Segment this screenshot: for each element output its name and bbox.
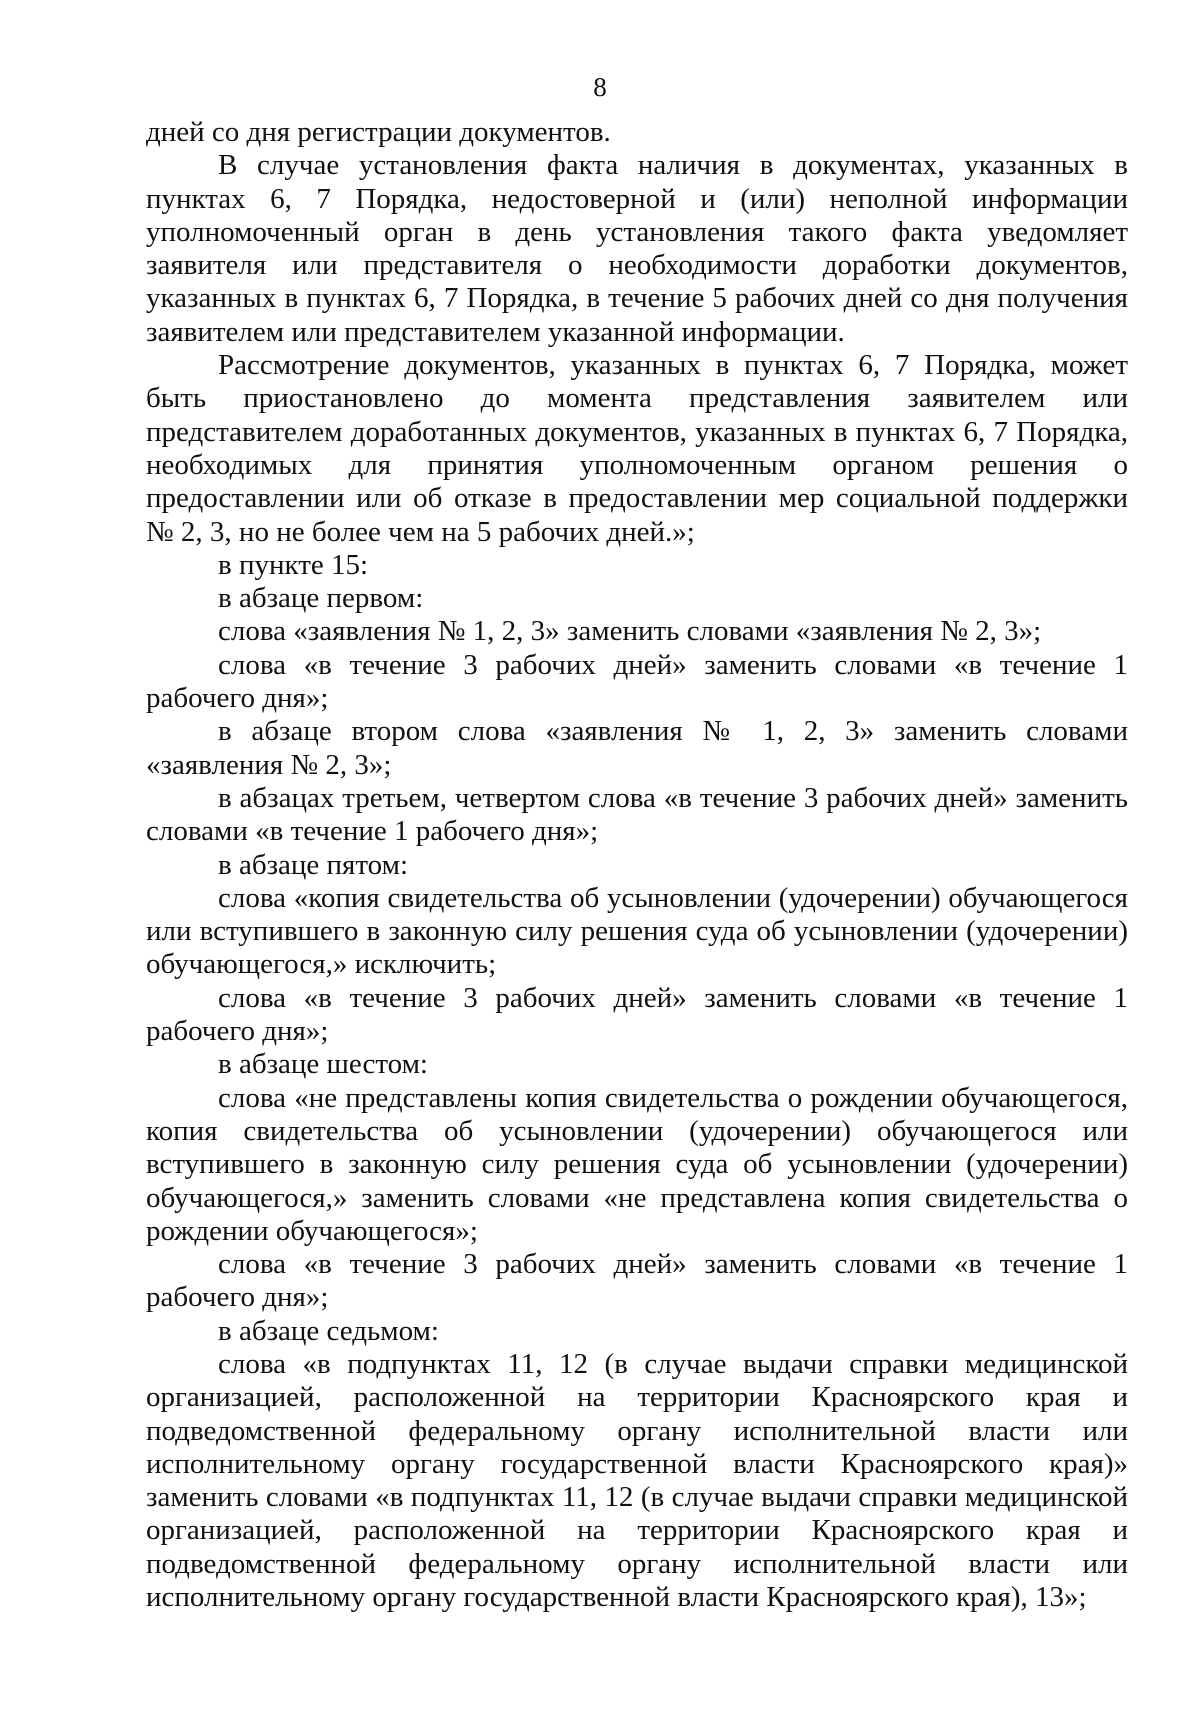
paragraph: дней со дня регистрации документов.: [146, 116, 611, 148]
paragraph: в абзаце седьмом:: [218, 1314, 439, 1347]
document-body: [146, 116, 1128, 1614]
paragraph: в абзаце первом:: [218, 582, 424, 615]
paragraph: слова «копия свидетельства об усыновлении (удочерении) обучающегося или вступившего в законную силу решения суда об усыновлении (удочерении) обучающегося,» исключить;: [146, 881, 1128, 981]
paragraph: слова «не представлены копия свидетельства о рождении обучающегося, копия свидетельства об усыновлении (удочерении) обучающегося или вступившего в законную силу решения суда об усыновлении (удочерении) обучающегося,» заменить словами «не представлена копия свидетельства о рождении обучающегося»;: [146, 1081, 1128, 1247]
paragraph: Рассмотрение документов, указанных в пунктах 6, 7 Порядка, может быть приостановлено до момента представления заявителем или представителем доработанных документов, указанных в пунктах 6, 7 Порядка, необходимых для принятия уполномоченным органом решения о предоставлении или об отказе в предоставлении мер социальной поддержки № 2, 3, но не более чем на 5 рабочих дней.»;: [146, 349, 1128, 548]
paragraph: В случае установления факта наличия в документах, указанных в пунктах 6, 7 Порядка, недостоверной и (или) неполной информации уполномоченный орган в день установления такого факта уведомляет заявителя или представителя о необходимости доработки документов, указанных в пунктах 6, 7 Порядка, в течение 5 рабочих дней со дня получения заявителем или представителем указанной информации.: [146, 149, 1128, 348]
page-number: 8: [593, 72, 607, 102]
paragraph: в абзаце втором слова «заявления № 1, 2, 3» заменить словами «заявления № 2, 3»;: [146, 715, 1128, 781]
paragraph: слова «в течение 3 рабочих дней» заменить словами «в течение 1 рабочего дня»;: [146, 648, 1128, 715]
paragraph: слова «в течение 3 рабочих дней» заменить словами «в течение 1 рабочего дня»;: [146, 981, 1128, 1048]
paragraph: в абзацах третьем, четвертом слова «в течение 3 рабочих дней» заменить словами «в течение 1 рабочего дня»;: [146, 781, 1128, 848]
paragraph: слова «в подпунктах 11, 12 (в случае выдачи справки медицинской организацией, расположенной на территории Красноярского края и подведомственной федеральному органу исполнительной власти или исполнительному органу государственной власти Красноярского края)» заменить словами «в подпунктах 11, 12 (в случае выдачи справки медицинской организацией, расположенной на территории Красноярского края и подведомственной федеральному органу исполнительной власти или исполнительному органу государственной власти Красноярского края), 13»;: [146, 1347, 1128, 1614]
paragraph: слова «в течение 3 рабочих дней» заменить словами «в течение 1 рабочего дня»;: [146, 1248, 1128, 1314]
paragraph: в пункте 15:: [218, 548, 369, 581]
paragraph: в абзаце пятом:: [218, 848, 409, 881]
paragraph: слова «заявления № 1, 2, 3» заменить словами «заявления № 2, 3»;: [218, 615, 1042, 648]
paragraph: в абзаце шестом:: [218, 1048, 428, 1081]
